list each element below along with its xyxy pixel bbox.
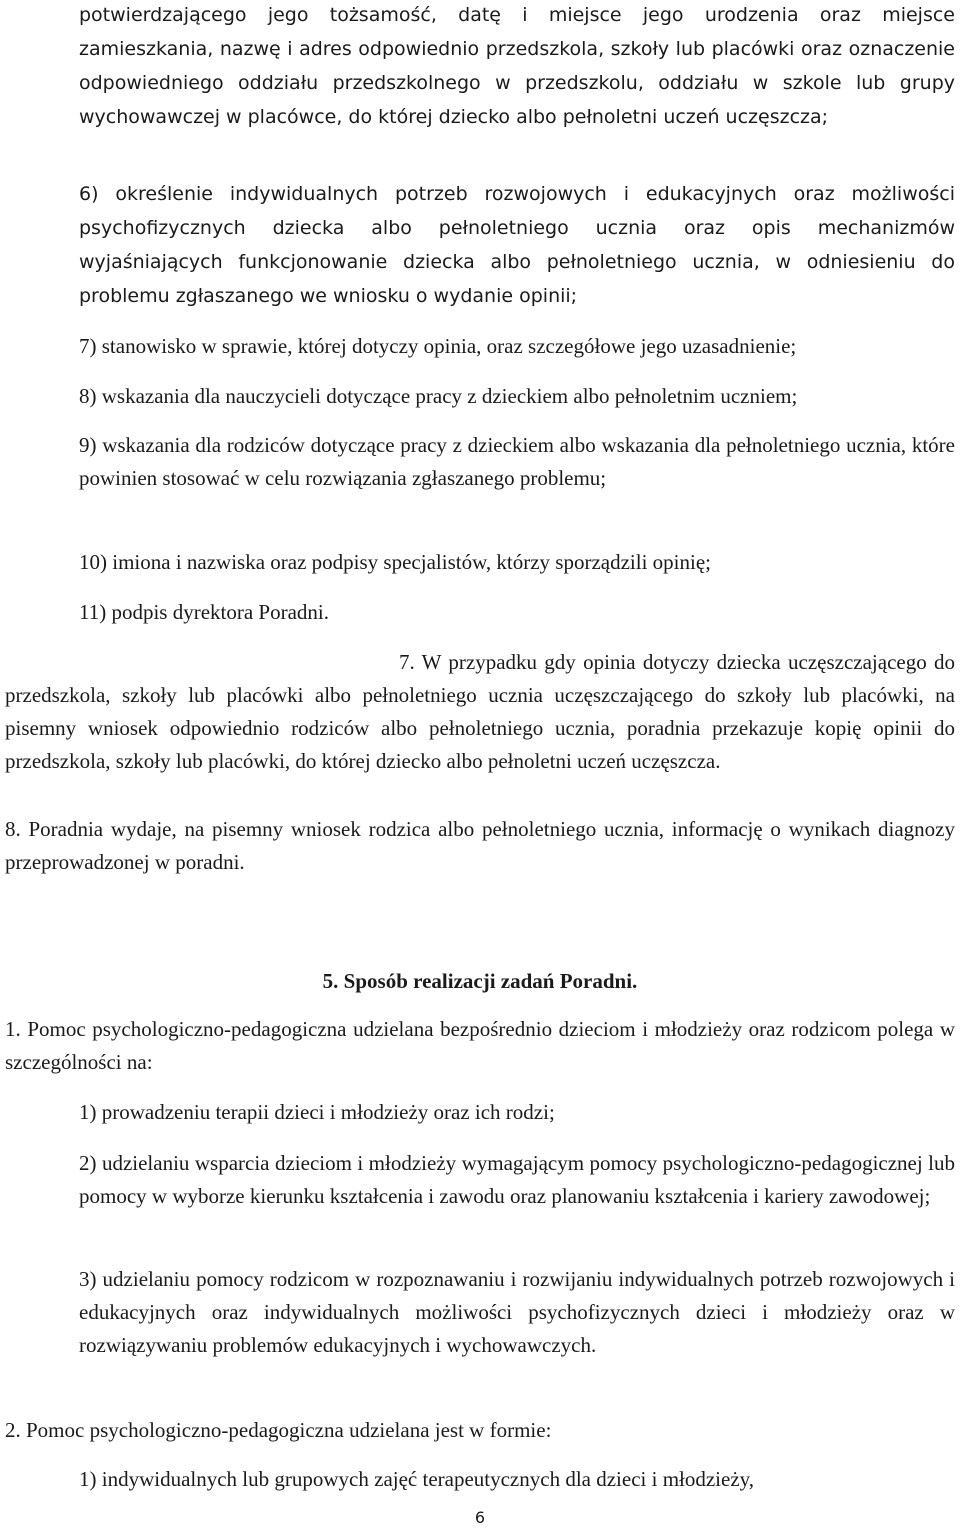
list-item-9: 9) wskazania dla rodziców dotyczące pracy z dzieckiem albo wskazania dla pełnoletniego ucznia, które powinien stosować w celu rozwiązania zgłaszanego problemu; [79,433,955,490]
section-paragraph-1: 1. Pomoc psychologiczno-pedagogiczna udzielana bezpośrednio dzieciom i młodzieży oraz rodzicom polega w szczególności na: [5,1017,955,1074]
list-item-6: 6) określenie indywidualnych potrzeb rozwojowych i edukacyjnych oraz możliwości psychofizycznych dziecka albo pełnoletniego ucznia oraz opis mechanizmów wyjaśniających funkcjonowanie dziecka albo pełnoletniego ucznia, w odniesieniu do problemu zgłaszanego we wniosku o wydanie opinii; [79,183,955,307]
section-paragraph-2: 2. Pomoc psychologiczno-pedagogiczna udzielana jest w formie: [5,1418,552,1442]
section-1-list-item: 3) udzielaniu pomocy rodzicom w rozpoznawaniu i rozwijaniu indywidualnych potrzeb rozwojowych i edukacyjnych oraz indywidualnych możliwości psychofizycznych dzieci i młodzieży oraz w rozwiązywaniu problemów edukacyjnych i wychowawczych. [79,1267,955,1357]
section-1-list-item: 2) udzielaniu wsparcia dzieciom i młodzieży wymagającym pomocy psychologiczno-pedagogicznej lub pomocy w wyborze kierunku kształcenia i zawodu oraz planowaniu kształcenia i kariery zawodowej; [79,1151,955,1208]
page-number: 6 [474,1508,486,1527]
list-item-7: 7) stanowisko w sprawie, której dotyczy opinia, oraz szczegółowe jego uzasadnienie; [79,334,797,358]
list-item-8: 8) wskazania dla nauczycieli dotyczące pracy z dzieckiem albo pełnoletnim uczniem; [79,384,798,408]
list-item-10: 10) imiona i nazwiska oraz podpisy specjalistów, którzy sporządzili opinię; [79,550,711,574]
paragraph-7: 7. W przypadku gdy opinia dotyczy dziecka uczęszczającego do przedszkola, szkoły lub placówki albo pełnoletniego ucznia uczęszczającego do szkoły lub placówki, na pisemny wniosek odpowiednio rodziców albo pełnoletniego ucznia, poradnia przekazuje kopię opinii do przedszkola, szkoły lub placówki, do której dziecko albo pełnoletni uczeń uczęszcza. [5,650,955,773]
paragraph-8: 8. Poradnia wydaje, na pisemny wniosek rodzica albo pełnoletniego ucznia, informację o wynikach diagnozy przeprowadzonej w poradni. [5,817,955,874]
section-1-list-item: 1) prowadzeniu terapii dzieci i młodzieży oraz ich rodzi; [79,1100,555,1124]
list-item-11: 11) podpis dyrektora Poradni. [79,600,330,624]
list-item-5-continuation: potwierdzającego jego tożsamość, datę i miejsce jego urodzenia oraz miejsce zamieszkania, nazwę i adres odpowiednio przedszkola, szkoły lub placówki oraz oznaczenie odpowiedniego oddziału przedszkolnego w przedszkolu, oddziału w szkole lub grupy wychowawczej w placówce, do której dziecko albo pełnoletni uczeń uczęszcza; [79,4,955,128]
section-2-list-item: 1) indywidualnych lub grupowych zajęć terapeutycznych dla dzieci i młodzieży, [79,1467,755,1491]
section-heading: 5. Sposób realizacji zadań Poradni. [322,969,638,993]
